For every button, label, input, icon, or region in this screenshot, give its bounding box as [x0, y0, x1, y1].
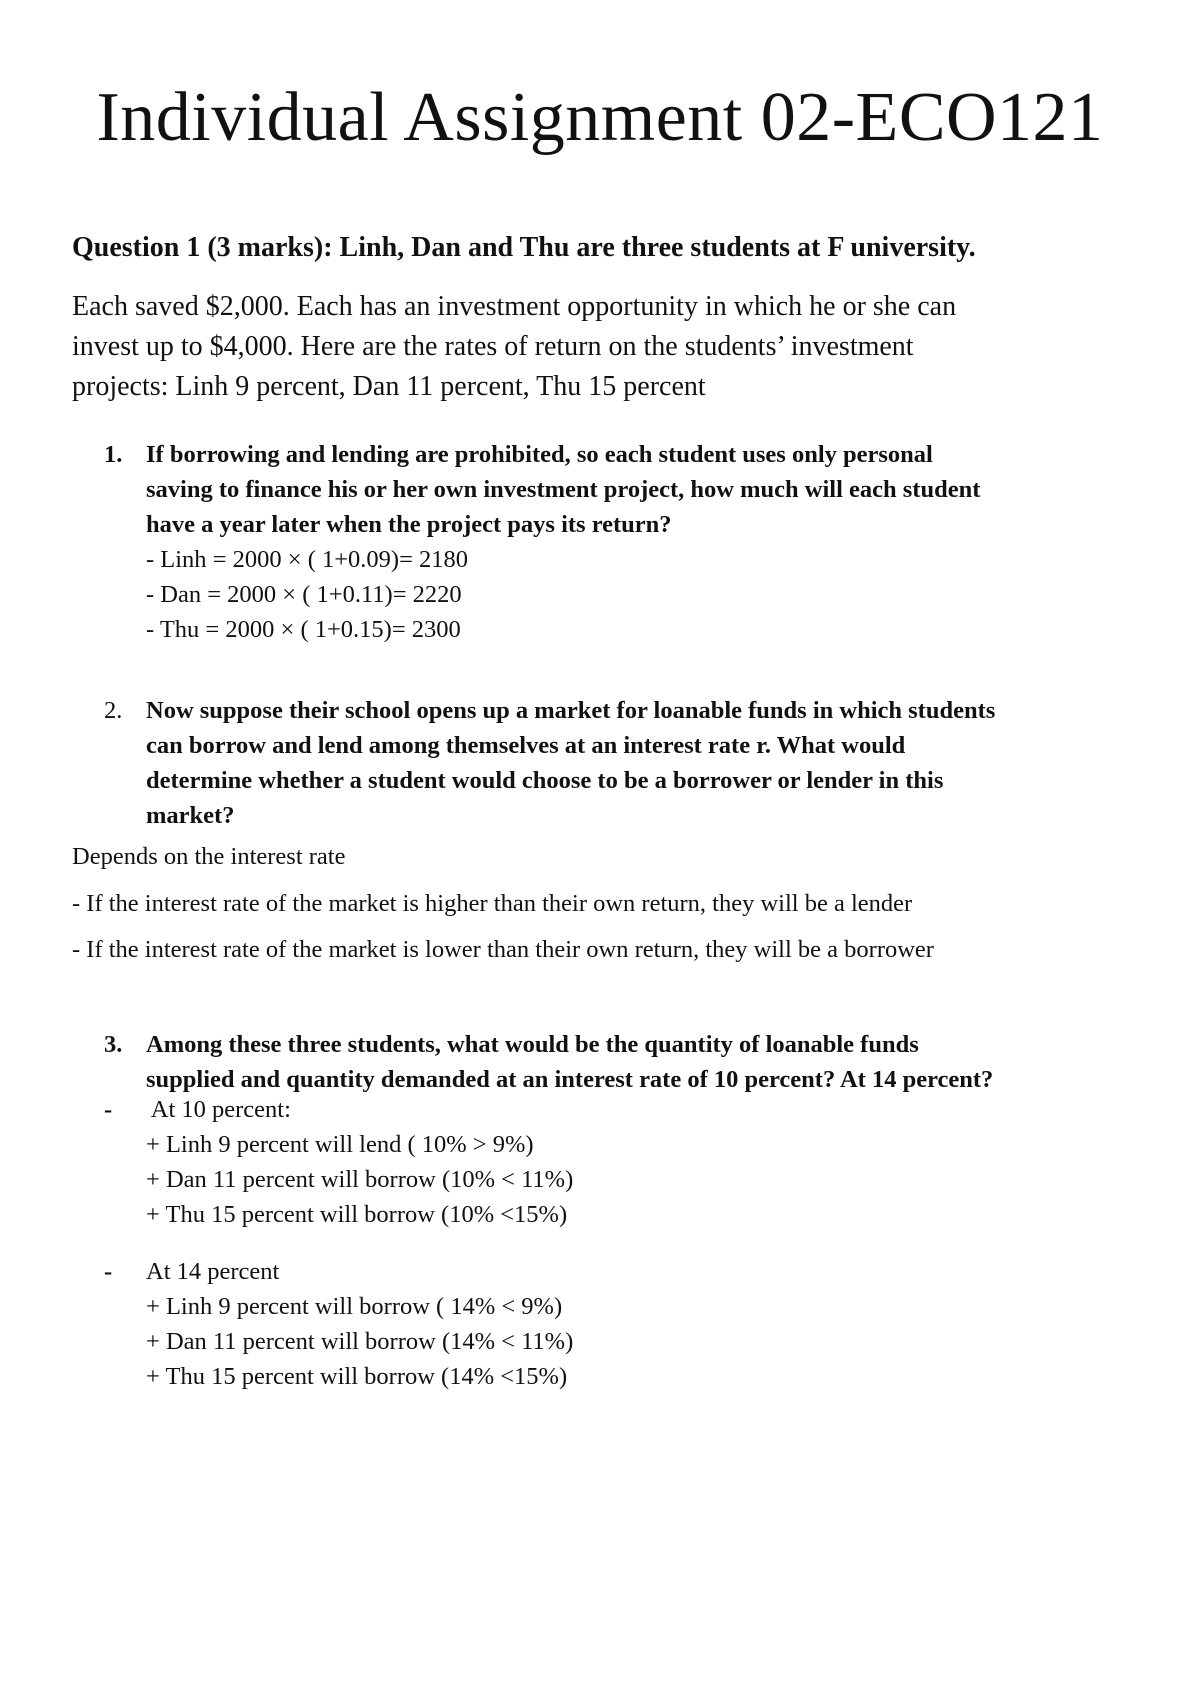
answer-line: - Thu = 2000 × ( 1+0.15)= 2300 [146, 616, 461, 643]
item-number: 2. [104, 697, 123, 724]
sub-question-text [146, 693, 1156, 833]
bullet-line: At 14 percent [146, 1258, 280, 1285]
question-line: If borrowing and lending are prohibited, so each student uses only personal [146, 441, 933, 468]
question-line: Now suppose their school opens up a market for loanable funds in which students [146, 697, 996, 724]
question-line: have a year later when the project pays its return? [146, 511, 672, 538]
answer-line: - Dan = 2000 × ( 1+0.11)= 2220 [146, 581, 462, 608]
bullet-body [146, 1092, 1146, 1232]
question-line: determine whether a student would choose to be a borrower or lender in this [146, 767, 944, 794]
sub-question-text [146, 1027, 1156, 1097]
question-line: supplied and quantity demanded at an interest rate of 10 percent? At 14 percent? [146, 1066, 994, 1093]
bullet-line: + Dan 11 percent will borrow (10% < 11%) [146, 1166, 574, 1193]
answer-paragraph: Depends on the interest rate [72, 843, 346, 870]
bullet-line: + Linh 9 percent will borrow ( 14% < 9%) [146, 1293, 563, 1320]
item-number: 3. [104, 1031, 123, 1058]
question-1-intro [72, 287, 1142, 407]
bullet-dash: - [104, 1258, 113, 1285]
bullet-line: + Linh 9 percent will lend ( 10% > 9%) [146, 1131, 534, 1158]
bullet-line: + Thu 15 percent will borrow (14% <15%) [146, 1363, 568, 1390]
question-line: Among these three students, what would be the quantity of loanable funds [146, 1031, 919, 1058]
item-body [146, 1027, 1156, 1097]
item-body [146, 437, 1156, 647]
answer-line: - Linh = 2000 × ( 1+0.09)= 2180 [146, 546, 469, 573]
document-title: Individual Assignment 02-ECO121 [96, 79, 1104, 156]
bullet-body [146, 1254, 1146, 1394]
bullet-dash: - [104, 1096, 113, 1123]
bullet-line: + Dan 11 percent will borrow (14% < 11%) [146, 1328, 574, 1355]
answer-paragraph: - If the interest rate of the market is higher than their own return, they will be a lender [72, 890, 913, 917]
answer-lines [146, 542, 1156, 647]
question-1-heading: Question 1 (3 marks): Linh, Dan and Thu are three students at F university. [72, 232, 976, 263]
item-number: 1. [104, 441, 123, 468]
question-line: market? [146, 802, 235, 829]
intro-line: invest up to $4,000. Here are the rates of return on the students’ investment [72, 331, 914, 362]
intro-line: Each saved $2,000. Each has an investment opportunity in which he or she can [72, 291, 957, 322]
question-line: can borrow and lend among themselves at an interest rate r. What would [146, 732, 906, 759]
item-body [146, 693, 1156, 833]
question-line: saving to finance his or her own investment project, how much will each student [146, 476, 981, 503]
sub-question-text [146, 437, 1156, 542]
intro-line: projects: Linh 9 percent, Dan 11 percent, Thu 15 percent [72, 371, 706, 402]
bullet-line: + Thu 15 percent will borrow (10% <15%) [146, 1201, 568, 1228]
bullet-line: At 10 percent: [146, 1096, 291, 1123]
answer-paragraph: - If the interest rate of the market is lower than their own return, they will be a borrower [72, 936, 934, 963]
